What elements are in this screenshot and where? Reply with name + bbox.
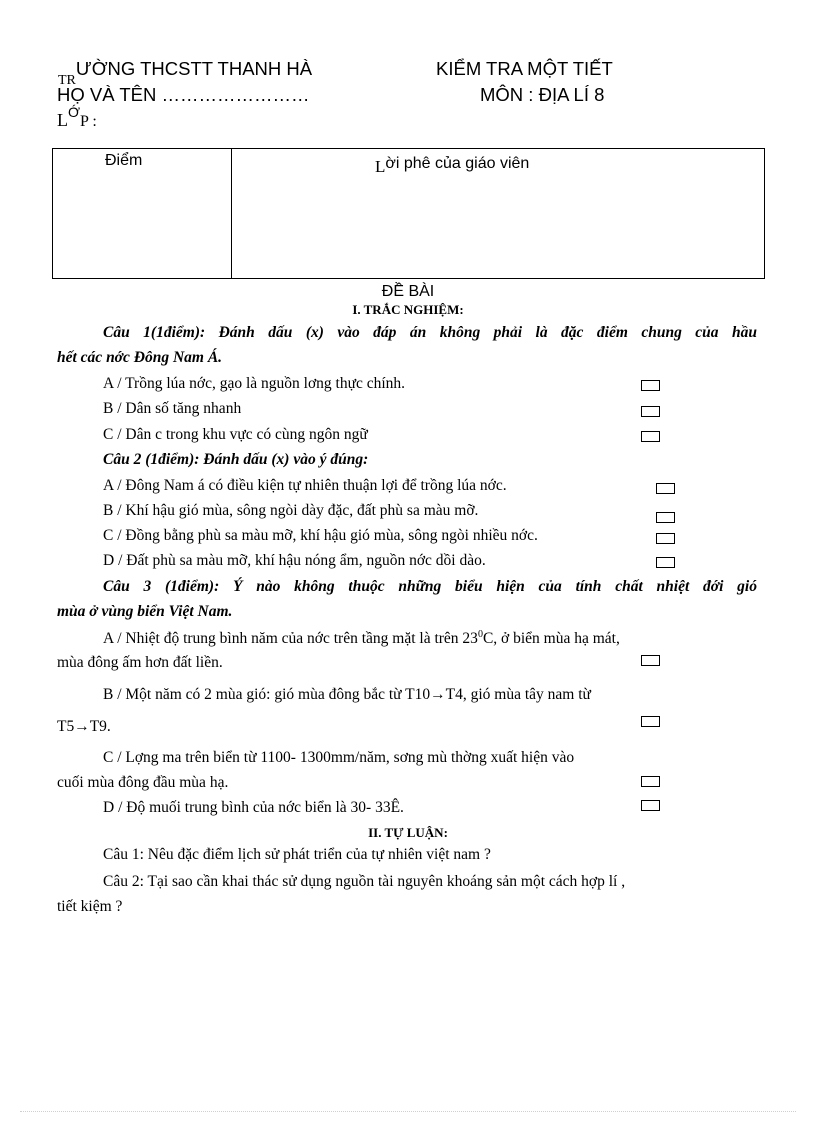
- school-prefix: TR: [58, 73, 76, 88]
- class-l: L: [57, 110, 68, 130]
- q3-checkbox-c[interactable]: [641, 776, 660, 787]
- score-header: Điểm: [105, 152, 143, 169]
- essay-q1: Câu 1: Nêu đặc điểm lịch sử phát triển của tự nhiên việt nam ?: [103, 846, 491, 863]
- q1-option-a: A / Trồng lúa nớc, gạo là nguồn lơng thực chính.: [103, 375, 406, 392]
- q1-option-b: B / Dân số tăng nhanh: [103, 400, 242, 417]
- q2-option-b: B / Khí hậu gió mùa, sông ngòi dày đặc, đất phù sa màu mỡ.: [103, 502, 479, 519]
- comment-rest: ời phê của giáo viên: [385, 155, 530, 172]
- q1-line1: Câu 1(1điểm): Đánh dấu (x) vào đáp án không phải là đặc điểm chung của hầu: [103, 324, 757, 341]
- q3-checkbox-b[interactable]: [641, 716, 660, 727]
- q1-line2: hết các nớc Đông Nam Á.: [57, 349, 223, 366]
- q3-option-a-line1: [103, 629, 620, 648]
- q2-checkbox-d[interactable]: [656, 557, 675, 568]
- q2-checkbox-b[interactable]: [656, 512, 675, 523]
- essay-q2-line1: Câu 2: Tại sao cần khai thác sử dụng nguồn tài nguyên khoáng sản một cách hợp lí ,: [103, 873, 626, 890]
- q3-option-b-line1: B / Một năm có 2 mùa gió: gió mùa đông bắc từ T10→T4, gió mùa tây nam từ: [103, 686, 591, 703]
- part2-title: II. TỰ LUẬN:: [368, 825, 448, 840]
- subject: MÔN : ĐỊA LÍ 8: [480, 84, 605, 105]
- q3-checkbox-a[interactable]: [641, 655, 660, 666]
- q3-line1: Câu 3 (1điểm): Ý nào không thuộc những biểu hiện của tính chất nhiệt đới gió: [103, 578, 757, 595]
- class-mark: Ớ: [68, 104, 81, 120]
- q2-option-c: C / Đồng bằng phù sa màu mỡ, khí hậu gió mùa, sông ngòi nhiều nớc.: [103, 527, 538, 544]
- q2-checkbox-c[interactable]: [656, 533, 675, 544]
- q3-line2: mùa ở vùng biển Việt Nam.: [57, 603, 233, 620]
- class-line: [57, 104, 97, 131]
- q1-option-c: C / Dân c trong khu vực có cùng ngôn ngữ: [103, 426, 368, 443]
- q1-checkbox-a[interactable]: [641, 380, 660, 391]
- q1-checkbox-b[interactable]: [641, 406, 660, 417]
- page-bottom-divider: [20, 1111, 796, 1112]
- student-name-line: HỌ VÀ TÊN ……………………: [57, 84, 310, 105]
- q3-a-pre: A / Nhiệt độ trung bình năm của nớc trên tầng mặt là trên 23: [103, 630, 478, 648]
- class-rest: P :: [80, 113, 97, 130]
- school-rest: ƯỜNG THCSTT THANH HÀ: [75, 58, 313, 79]
- q1-checkbox-c[interactable]: [641, 431, 660, 442]
- q2-option-a: A / Đông Nam á có điều kiện tự nhiên thuận lợi để trồng lúa nớc.: [103, 477, 507, 494]
- q3-option-a-line2: mùa đông ấm hơn đất liền.: [57, 654, 223, 671]
- q2-option-d: D / Đất phù sa màu mỡ, khí hậu nóng ẩm, nguồn nớc dồi dào.: [103, 552, 486, 569]
- comment-header: [375, 153, 530, 176]
- comment-cap: L: [375, 157, 386, 176]
- q3-option-b-line2: T5→T9.: [57, 718, 111, 735]
- exam-title: KIỂM TRA MỘT TIẾT: [436, 58, 613, 79]
- school-name: [58, 58, 313, 88]
- q2-checkbox-a[interactable]: [656, 483, 675, 494]
- part1-title: I. TRẮC NGHIỆM:: [352, 302, 464, 317]
- q3-a-sup: 0: [477, 629, 483, 640]
- score-table: [52, 148, 765, 279]
- q3-option-d: D / Độ muối trung bình của nớc biển là 30- 33Ê.: [103, 799, 404, 816]
- de-bai-title: ĐỀ BÀI: [381, 283, 435, 300]
- q3-checkbox-d[interactable]: [641, 800, 660, 811]
- essay-q2-line2: tiết kiệm ?: [57, 898, 123, 915]
- q2-title: Câu 2 (1điểm): Đánh dấu (x) vào ý đúng:: [103, 451, 369, 468]
- q3-option-c-line2: cuối mùa đông đầu mùa hạ.: [57, 774, 229, 791]
- q3-a-post: C, ở biển mùa hạ mát,: [482, 630, 620, 648]
- table-divider: [231, 149, 232, 278]
- q3-option-c-line1: C / Lợng ma trên biển từ 1100- 1300mm/năm, sơng mù thờng xuất hiện vào: [103, 749, 575, 766]
